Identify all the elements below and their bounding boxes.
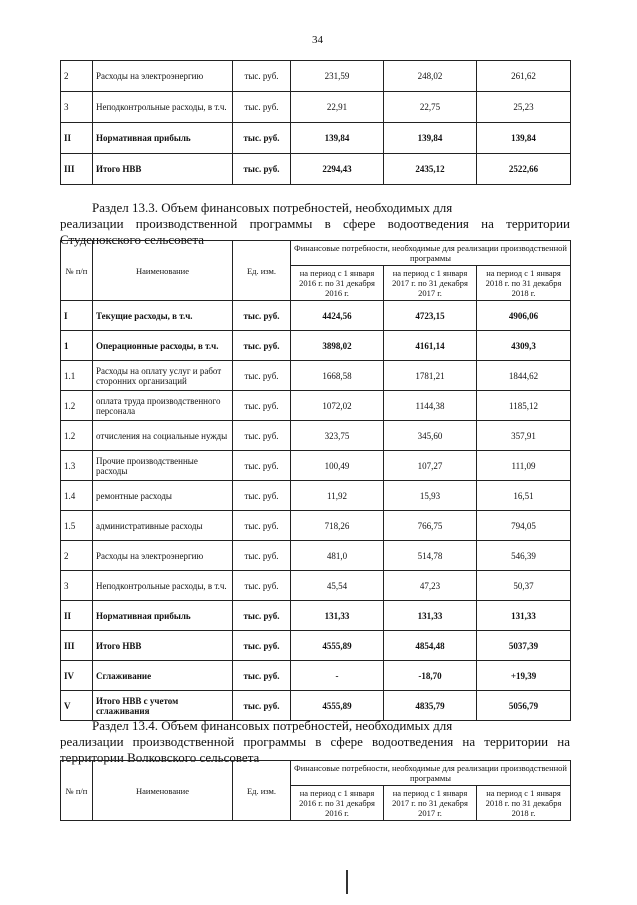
row-unit: тыс. руб.: [233, 571, 291, 601]
value-2017: -18,70: [384, 661, 477, 691]
value-2017: 107,27: [384, 451, 477, 481]
value-2016: 718,26: [291, 511, 384, 541]
row-name: Расходы на электроэнергию: [93, 61, 233, 92]
row-unit: тыс. руб.: [233, 391, 291, 421]
header-name: Наименование: [93, 241, 233, 301]
value-2016: 3898,02: [291, 331, 384, 361]
value-2017: 766,75: [384, 511, 477, 541]
header-period-2016: на период с 1 января 2016 г. по 31 декабря 2016 г.: [291, 266, 384, 301]
value-2018: 546,39: [477, 541, 571, 571]
value-2017: 4161,14: [384, 331, 477, 361]
value-2018: 16,51: [477, 481, 571, 511]
value-2018: 1844,62: [477, 361, 571, 391]
table-13-4: [60, 760, 571, 821]
header-group: Финансовые потребности, необходимые для реализации производственной программы: [291, 761, 571, 786]
value-2018: 794,05: [477, 511, 571, 541]
value-2016: 323,75: [291, 421, 384, 451]
row-unit: тыс. руб.: [233, 123, 291, 154]
row-name: Операционные расходы, в т.ч.: [93, 331, 233, 361]
value-2016: 1668,58: [291, 361, 384, 391]
value-2016: 4424,56: [291, 301, 384, 331]
table-row: [61, 451, 571, 481]
table-row: [61, 511, 571, 541]
row-unit: тыс. руб.: [233, 691, 291, 721]
row-number: 1: [61, 331, 93, 361]
value-2017: 248,02: [384, 61, 477, 92]
header-period-2017: на период с 1 января 2017 г. по 31 декабря 2017 г.: [384, 266, 477, 301]
row-number: 1.2: [61, 391, 93, 421]
header-num: № п/п: [61, 241, 93, 301]
row-name: административные расходы: [93, 511, 233, 541]
value-2016: 11,92: [291, 481, 384, 511]
row-unit: тыс. руб.: [233, 601, 291, 631]
row-unit: тыс. руб.: [233, 631, 291, 661]
row-unit: тыс. руб.: [233, 154, 291, 185]
row-number: 2: [61, 541, 93, 571]
value-2018: 5037,39: [477, 631, 571, 661]
value-2018: 131,33: [477, 601, 571, 631]
value-2018: 139,84: [477, 123, 571, 154]
row-unit: тыс. руб.: [233, 61, 291, 92]
value-2017: 4723,15: [384, 301, 477, 331]
section-13-4-heading: Раздел 13.4. Объем финансовых потребностей, необходимых для: [92, 718, 453, 733]
value-2018: +19,39: [477, 661, 571, 691]
row-name: Расходы на оплату услуг и работ сторонних организаций: [93, 361, 233, 391]
value-2016: 2294,43: [291, 154, 384, 185]
value-2018: 25,23: [477, 92, 571, 123]
table-row: [61, 331, 571, 361]
value-2017: 2435,12: [384, 154, 477, 185]
value-2017: 514,78: [384, 541, 477, 571]
row-number: III: [61, 154, 93, 185]
row-name: Итого НВВ: [93, 154, 233, 185]
row-unit: тыс. руб.: [233, 661, 291, 691]
row-name: отчисления на социальные нужды: [93, 421, 233, 451]
value-2018: 111,09: [477, 451, 571, 481]
value-2016: -: [291, 661, 384, 691]
row-unit: тыс. руб.: [233, 451, 291, 481]
row-number: 1.1: [61, 361, 93, 391]
header-period-2018: на период с 1 января 2018 г. по 31 декабря 2018 г.: [477, 786, 571, 821]
row-name: Итого НВВ с учетом сглаживания: [93, 691, 233, 721]
value-2017: 15,93: [384, 481, 477, 511]
row-number: V: [61, 691, 93, 721]
row-name: Итого НВВ: [93, 631, 233, 661]
header-period-2017: на период с 1 января 2017 г. по 31 декабря 2017 г.: [384, 786, 477, 821]
value-2018: 357,91: [477, 421, 571, 451]
row-name: Расходы на электроэнергию: [93, 541, 233, 571]
table-row: [61, 301, 571, 331]
row-number: 3: [61, 571, 93, 601]
row-number: II: [61, 123, 93, 154]
row-number: 1.2: [61, 421, 93, 451]
value-2016: 4555,89: [291, 691, 384, 721]
value-2017: 22,75: [384, 92, 477, 123]
value-2018: 4906,06: [477, 301, 571, 331]
header-num: № п/п: [61, 761, 93, 821]
value-2016: 22,91: [291, 92, 384, 123]
value-2018: 2522,66: [477, 154, 571, 185]
value-2017: 345,60: [384, 421, 477, 451]
row-name: Неподконтрольные расходы, в т.ч.: [93, 571, 233, 601]
row-unit: тыс. руб.: [233, 92, 291, 123]
row-unit: тыс. руб.: [233, 421, 291, 451]
value-2018: 5056,79: [477, 691, 571, 721]
row-name: ремонтные расходы: [93, 481, 233, 511]
row-name: Неподконтрольные расходы, в т.ч.: [93, 92, 233, 123]
row-name: оплата труда производственного персонала: [93, 391, 233, 421]
row-unit: тыс. руб.: [233, 301, 291, 331]
row-unit: тыс. руб.: [233, 331, 291, 361]
header-group: Финансовые потребности, необходимые для реализации производственной программы: [291, 241, 571, 266]
header-period-2016: на период с 1 января 2016 г. по 31 декабря 2016 г.: [291, 786, 384, 821]
value-2018: 4309,3: [477, 331, 571, 361]
value-2016: 100,49: [291, 451, 384, 481]
table-row: [61, 123, 571, 154]
row-number: II: [61, 601, 93, 631]
row-name: Сглаживание: [93, 661, 233, 691]
value-2018: 1185,12: [477, 391, 571, 421]
value-2017: 4854,48: [384, 631, 477, 661]
header-unit: Ед. изм.: [233, 761, 291, 821]
table-row: [61, 92, 571, 123]
table-row: [61, 61, 571, 92]
row-number: III: [61, 631, 93, 661]
header-unit: Ед. изм.: [233, 241, 291, 301]
value-2016: 231,59: [291, 61, 384, 92]
table-row: [61, 631, 571, 661]
table-row: [61, 154, 571, 185]
header-period-2018: на период с 1 января 2018 г. по 31 декабря 2018 г.: [477, 266, 571, 301]
value-2016: 1072,02: [291, 391, 384, 421]
row-number: 3: [61, 92, 93, 123]
value-2017: 1144,38: [384, 391, 477, 421]
row-name: Нормативная прибыль: [93, 601, 233, 631]
table-continuation: [60, 60, 571, 185]
page-number: 34: [312, 34, 323, 46]
value-2017: 4835,79: [384, 691, 477, 721]
table-row: [61, 691, 571, 721]
section-13-3-heading-cont: реализации производственной программы в сфере водоотведения на территории Студенокского сельсовета: [60, 216, 570, 247]
row-unit: тыс. руб.: [233, 361, 291, 391]
row-name: Прочие производственные расходы: [93, 451, 233, 481]
section-13-4-heading-cont: реализации производственной программы в сфере водоотведения на территории на территории Волковского сельсовета: [60, 734, 570, 765]
value-2016: 4555,89: [291, 631, 384, 661]
value-2017: 1781,21: [384, 361, 477, 391]
value-2018: 261,62: [477, 61, 571, 92]
row-name: Текущие расходы, в т.ч.: [93, 301, 233, 331]
row-number: IV: [61, 661, 93, 691]
table-13-3: [60, 240, 571, 721]
value-2016: 139,84: [291, 123, 384, 154]
value-2018: 50,37: [477, 571, 571, 601]
table-row: [61, 391, 571, 421]
value-2017: 47,23: [384, 571, 477, 601]
table-row: [61, 541, 571, 571]
page-mark: [346, 870, 348, 894]
row-number: 1.4: [61, 481, 93, 511]
row-number: 1.5: [61, 511, 93, 541]
row-unit: тыс. руб.: [233, 481, 291, 511]
row-number: I: [61, 301, 93, 331]
row-unit: тыс. руб.: [233, 511, 291, 541]
table-row: [61, 571, 571, 601]
row-number: 1.3: [61, 451, 93, 481]
section-13-3-heading: Раздел 13.3. Объем финансовых потребностей, необходимых для: [92, 200, 453, 215]
table-row: [61, 421, 571, 451]
row-name: Нормативная прибыль: [93, 123, 233, 154]
value-2016: 481,0: [291, 541, 384, 571]
row-number: 2: [61, 61, 93, 92]
value-2017: 139,84: [384, 123, 477, 154]
table-row: [61, 361, 571, 391]
table-row: [61, 481, 571, 511]
table-row: [61, 601, 571, 631]
value-2016: 131,33: [291, 601, 384, 631]
row-unit: тыс. руб.: [233, 541, 291, 571]
value-2016: 45,54: [291, 571, 384, 601]
header-name: Наименование: [93, 761, 233, 821]
value-2017: 131,33: [384, 601, 477, 631]
table-row: [61, 661, 571, 691]
